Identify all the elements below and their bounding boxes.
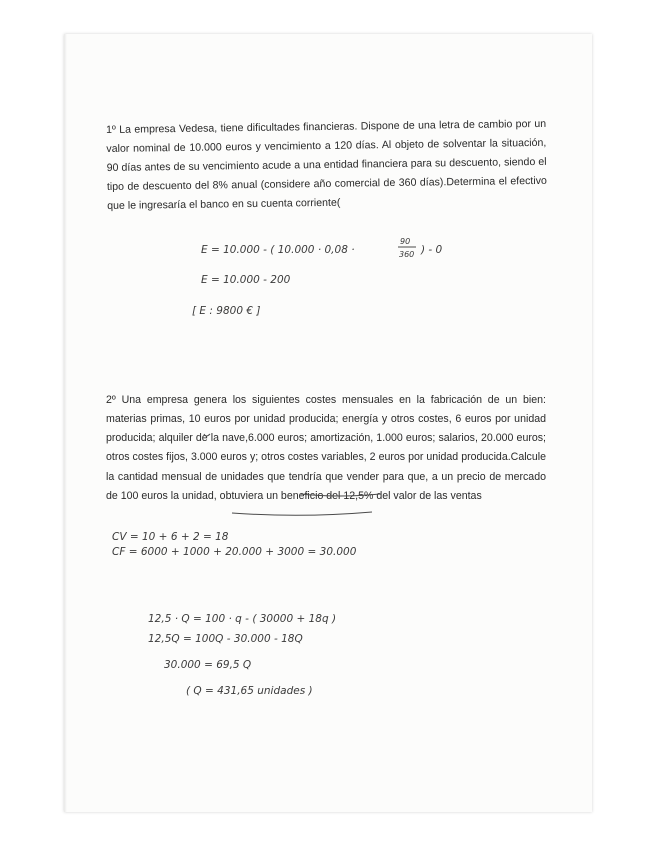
problem-2-statement: 2º Una empresa genera los siguientes costes mensuales en la fabricación de un bien: materias primas, 10 euros por unidad producida; energía y otros costes, 6 euros por unidad producida; alquiler de la nave,6.000 euros; amortización, 1.000 euros; salarios, 20.000 euros; otros costes fijos, 3.000 euros y; otros costes variables, 2 euros por unidad producida.Calcule la cantidad mensual de unidades que tendría que vender para que, a un precio de mercado de 100 euros la unidad, obtuviera un beneficio del 12,5% del valor de las ventas: [106, 393, 546, 503]
document-page: [64, 34, 592, 812]
p2-cf-line: CF = 6000 + 1000 + 20.000 + 3000 = 30.000: [112, 546, 357, 558]
p2-equation-2: 12,5Q = 100Q - 30.000 - 18Q: [148, 633, 303, 645]
p1-line1-right: ) - 0: [421, 244, 443, 256]
p2-equation-1: 12,5 · Q = 100 · q - ( 30000 + 18q ): [148, 613, 337, 625]
underline-mensual-de: [300, 494, 380, 496]
p1-fraction-numerator: 90: [400, 237, 411, 246]
problem-1-statement: 1º La empresa Vedesa, tiene dificultades financieras. Dispone de una letra de cambio por un valor nominal de 10.000 euros y vencimiento a 120 días. Al objeto de solventar la situación, 90 días antes de su vencimiento acude a una entidad financiera para su descuento, siendo el tipo de descuento del 8% anual (considere año comercial de 360 días).Determina el efectivo que le ingresaría el banco en su cuenta corriente(: [106, 117, 547, 212]
underline-mark-10: [204, 434, 210, 436]
p2-cv-line: CV = 10 + 6 + 2 = 18: [112, 531, 229, 543]
p1-line1-left: E = 10.000 - ( 10.000 · 0,08 ·: [201, 244, 355, 256]
problem-2-handwritten-solution: [64, 34, 592, 812]
p1-result: [ E : 9800 € ]: [192, 305, 261, 317]
underline-100-euros-la-unidad: [232, 512, 372, 515]
p2-result: ( Q = 431,65 unidades ): [186, 685, 313, 697]
p1-line2: E = 10.000 - 200: [201, 274, 291, 286]
p2-equation-3: 30.000 = 69,5 Q: [164, 659, 252, 671]
p1-fraction-denominator: 360: [399, 250, 415, 259]
